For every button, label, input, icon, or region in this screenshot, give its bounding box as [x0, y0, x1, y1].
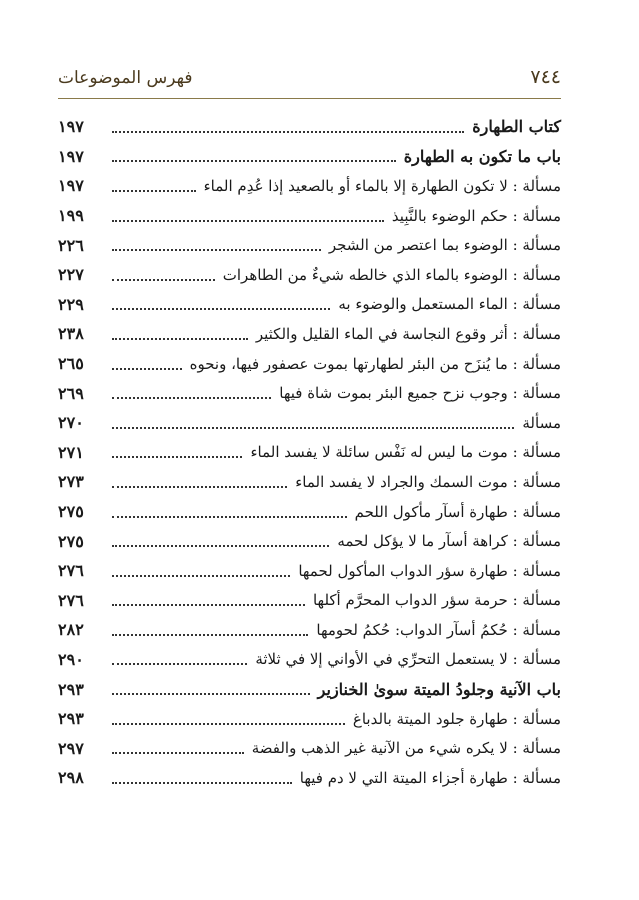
toc-entry [58, 230, 561, 260]
toc-entry [58, 497, 561, 527]
entry-prefix: مسألة : [512, 739, 561, 758]
toc-entry [58, 615, 561, 645]
page-number: ٧٤٤ [530, 66, 561, 88]
header-rule [58, 98, 561, 99]
toc-entry [58, 378, 561, 408]
toc-entry [58, 645, 561, 675]
toc-entry [58, 349, 561, 379]
entry-page-number: ٢٩٧ [58, 738, 84, 758]
toc-entry [58, 438, 561, 468]
dot-leader [112, 604, 305, 606]
entry-label [400, 147, 561, 166]
entry-text: طهارة أجزاء الميتة التي لا دم فيها [299, 768, 508, 787]
entry-page-number: ١٩٩ [58, 206, 84, 226]
entry-page-number: ٢٧٣ [58, 472, 84, 492]
toc-entry [58, 556, 561, 586]
entry-label [291, 473, 561, 491]
entry-label [252, 325, 561, 343]
dot-leader [112, 220, 384, 222]
entry-text: وجوب نزح جميع البئر بموت شاة فيها [279, 384, 508, 403]
dot-leader [112, 723, 345, 725]
entry-prefix: مسألة : [512, 176, 561, 195]
dot-leader [112, 338, 248, 340]
entry-page-number: ٢٩٠ [58, 649, 84, 669]
entry-text: طهارة أسآر مأكول اللحم [354, 502, 508, 521]
dot-leader [112, 368, 182, 370]
dot-leader [112, 190, 196, 192]
entry-label [200, 177, 561, 195]
entry-label [186, 355, 561, 373]
dot-leader [112, 160, 396, 162]
entry-label [468, 117, 561, 136]
entry-page-number: ٢٨٢ [58, 620, 84, 640]
toc-entry [58, 319, 561, 349]
entry-text: باب الآنية وجلودُ الميتة سوىٰ الخنازير [317, 679, 561, 699]
entry-label [314, 680, 561, 699]
entry-page-number: ١٩٧ [58, 117, 84, 137]
toc-entry [58, 467, 561, 497]
toc-entry [58, 586, 561, 616]
entry-page-number: ٢٢٩ [58, 294, 84, 314]
entry-label [248, 739, 561, 757]
entry-label [309, 591, 561, 609]
entry-page-number: ١٩٧ [58, 146, 84, 166]
dot-leader [112, 308, 330, 310]
entry-prefix: مسألة : [512, 384, 561, 403]
dot-leader [112, 634, 308, 636]
dot-leader [112, 131, 464, 133]
entry-page-number: ٢٢٧ [58, 265, 84, 285]
dot-leader [112, 397, 271, 399]
entry-prefix: مسألة : [512, 443, 561, 462]
table-of-contents [58, 112, 561, 793]
toc-entry [58, 408, 561, 438]
dot-leader [112, 456, 242, 458]
entry-label [251, 650, 561, 668]
dot-leader [112, 516, 347, 518]
entry-prefix: مسألة : [512, 502, 561, 521]
toc-entry [58, 201, 561, 231]
entry-text: موت ما ليس له نَفْس سائلة لا يفسد الماء [250, 443, 508, 462]
entry-prefix: مسألة : [512, 354, 561, 373]
entry-text: لا تكون الطهارة إلا بالماء أو بالصعيد إذا عُدِم الماء [203, 176, 508, 195]
entry-label [219, 266, 561, 284]
entry-label [325, 236, 561, 254]
entry-text: الوضوء بما اعتصر من الشجر [328, 236, 508, 255]
entry-page-number: ٢٩٣ [58, 679, 84, 699]
toc-entry [58, 290, 561, 320]
toc-entry [58, 142, 561, 172]
entry-label [296, 769, 561, 787]
entry-page-number: ١٩٧ [58, 176, 84, 196]
entry-prefix: مسألة : [512, 236, 561, 255]
toc-entry [58, 260, 561, 290]
entry-text: الوضوء بالماء الذي خالطه شيءٌ من الطاهرات [222, 265, 508, 284]
entry-prefix: مسألة : [512, 650, 561, 669]
entry-prefix: مسألة : [512, 324, 561, 343]
entry-label [275, 384, 561, 402]
entry-text: كراهة أسآر ما لا يؤكل لحمه [337, 532, 508, 551]
entry-label [349, 710, 561, 728]
entry-prefix: مسألة : [512, 591, 561, 610]
entry-prefix: مسألة : [512, 472, 561, 491]
entry-text: باب ما تكون به الطهارة [403, 146, 561, 166]
dot-leader [112, 782, 292, 784]
entry-text: حُكمُ أسآر الدواب: حُكمُ لحومها [316, 620, 508, 639]
entry-text: أثر وقوع النجاسة في الماء القليل والكثير [255, 324, 508, 343]
toc-entry [58, 763, 561, 793]
dot-leader [112, 545, 329, 547]
entry-text: طهارة سؤر الدواب المأكول لحمها [298, 561, 508, 580]
entry-page-number: ٢٧٦ [58, 561, 84, 581]
entry-label [294, 562, 561, 580]
entry-text: حرمة سؤر الدواب المحرَّم أكلها [312, 591, 508, 610]
entry-label [388, 207, 561, 225]
entry-prefix: مسألة : [512, 265, 561, 284]
entry-label [518, 414, 561, 432]
entry-page-number: ٢٦٥ [58, 354, 84, 374]
entry-page-number: ٢٩٨ [58, 768, 84, 788]
entry-page-number: ٢٣٨ [58, 324, 84, 344]
dot-leader [112, 575, 290, 577]
dot-leader [112, 752, 244, 754]
entry-text: موت السمك والجراد لا يفسد الماء [295, 472, 508, 491]
dot-leader [112, 279, 215, 281]
dot-leader [112, 693, 310, 695]
dot-leader [112, 427, 514, 429]
toc-entry [58, 171, 561, 201]
entry-page-number: ٢٩٣ [58, 709, 84, 729]
running-title: فهرس الموضوعات [58, 68, 193, 88]
entry-text: طهارة جلود الميتة بالدباغ [352, 709, 508, 728]
entry-page-number: ٢٢٦ [58, 235, 84, 255]
toc-entry [58, 112, 561, 142]
entry-text: كتاب الطهارة [472, 117, 561, 137]
entry-prefix: مسألة : [512, 532, 561, 551]
entry-text: حكم الوضوء بالنَّبِيذ [391, 206, 508, 225]
entry-text: ما يُنزَح من البئر لطهارتها بموت عصفور فيها، ونحوه [189, 354, 508, 373]
entry-prefix: مسألة : [512, 295, 561, 314]
entry-prefix: مسألة : [512, 206, 561, 225]
toc-entry [58, 704, 561, 734]
dot-leader [112, 663, 247, 665]
entry-label [333, 532, 561, 550]
entry-page-number: ٢٧٥ [58, 531, 84, 551]
entry-text: لا يكره شيء من الآنية غير الذهب والفضة [251, 739, 508, 758]
toc-entry [58, 674, 561, 704]
entry-page-number: ٢٧١ [58, 442, 84, 462]
entry-label [246, 443, 561, 461]
entry-page-number: ٢٧٦ [58, 590, 84, 610]
entry-text: لا يستعمل التحرِّي في الأواني إلا في ثلاثة [255, 650, 508, 669]
entry-prefix: مسألة : [512, 768, 561, 787]
entry-label [334, 295, 561, 313]
entry-label [351, 503, 561, 521]
dot-leader [112, 486, 287, 488]
page-header [58, 66, 561, 98]
toc-entry [58, 733, 561, 763]
entry-prefix: مسألة [522, 413, 561, 432]
entry-page-number: ٢٧٥ [58, 502, 84, 522]
entry-text: الماء المستعمل والوضوء به [338, 295, 508, 314]
entry-prefix: مسألة : [512, 709, 561, 728]
dot-leader [112, 249, 321, 251]
entry-label [312, 621, 561, 639]
entry-prefix: مسألة : [512, 620, 561, 639]
toc-entry [58, 526, 561, 556]
entry-page-number: ٢٦٩ [58, 383, 84, 403]
entry-page-number: ٢٧٠ [58, 413, 84, 433]
entry-prefix: مسألة : [512, 561, 561, 580]
